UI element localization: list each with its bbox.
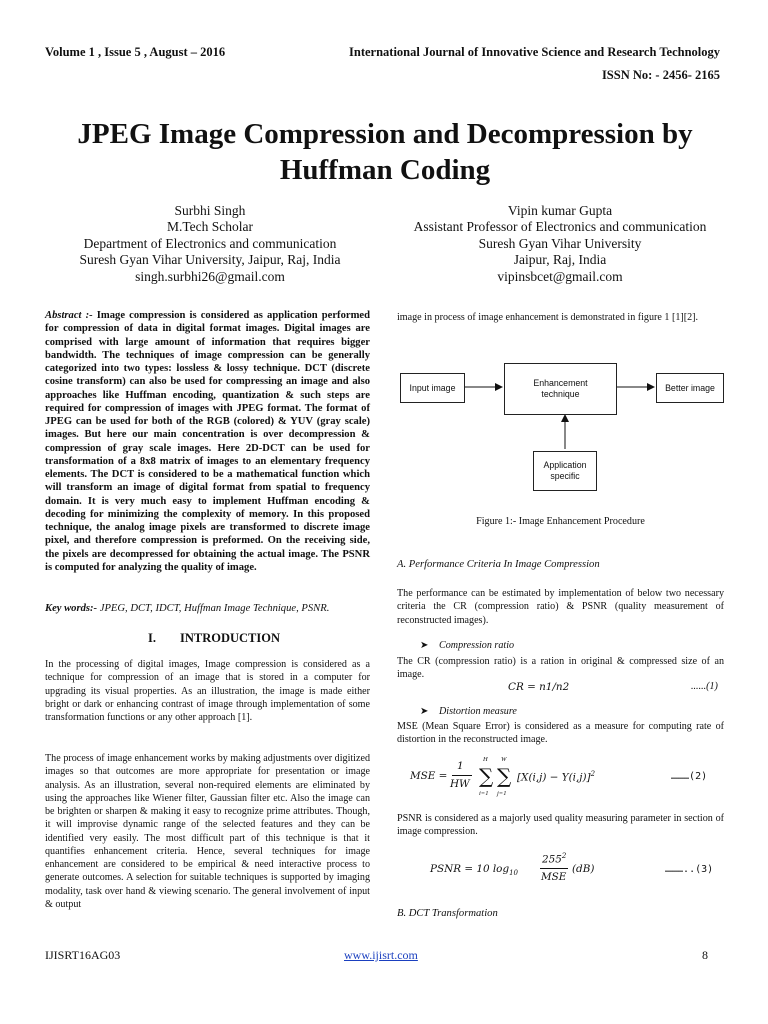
journal-name: International Journal of Innovative Science and Research Technology: [349, 45, 720, 59]
cr-paragraph: The CR (compression ratio) is a ration in original & compressed size of an image.: [397, 656, 724, 681]
paper-title: [40, 116, 730, 188]
right-paragraph-0: image in process of image enhancement is demonstrated in figure 1 [1][2].: [397, 312, 699, 323]
bullet-arrow-icon: ➤: [420, 706, 429, 717]
author-2: [385, 203, 735, 285]
footer-website-link[interactable]: www.ijisrt.com: [344, 948, 418, 962]
abstract-label: Abstract :-: [45, 310, 93, 321]
author-affiliation: Suresh Gyan Vihar University, Jaipur, Raj, India: [79, 252, 341, 268]
bullet-arrow-icon: ➤: [420, 640, 429, 651]
footer-paper-id: IJISRT16AG03: [45, 948, 121, 962]
enhancement-technique-box: Enhancement technique: [504, 363, 617, 415]
mse-paragraph: MSE (Mean Square Error) is considered as a measure for computing rate of distortion in the reconstructed image.: [397, 721, 724, 746]
application-specific-box: Application specific: [533, 451, 597, 491]
equation-1-number: ......(1): [691, 681, 718, 692]
section-heading: INTRODUCTION: [180, 631, 281, 645]
section-b-heading: B. DCT Transformation: [397, 908, 498, 919]
section-a-heading: A. Performance Criteria In Image Compression: [397, 559, 600, 570]
equation-2: MSE = 1 HW ∑ H i=1 ∑ W j=1 $[X(i,j) - Y(i,j)]^2$: [410, 756, 596, 797]
section-a-paragraph: The performance can be estimated by implementation of below two necessary criteria the CR (compression ratio) & PSNR (quality measurement of reconstructed images).: [397, 588, 724, 626]
title-line-2: Huffman Coding: [279, 154, 491, 186]
abstract-text: Image compression is considered as application performed for compression of data in digital format images. Digital images are comprised with large amount of information that requires bigger bandwidth. The techniques of image compression can be generally categorized into two types: lossless & lossy technique. DCT (discrete cosine transform) can also be used for compressing an image and also approaches like Huffman encoding, quantization & such steps are required for compression of images with JPEG format. The format of JPEG can be used for both of the RGB (colored) & YUV (gray scale) images. But here our main concentration is over decompression & compression of gray scale images. Here 2D-DCT can be used for transformation of a 8x8 matrix of images to an elementary frequency elements. The DCT is considered to be a mathematical function which will transform an image of digital format from spatial to frequency domain. It is very much easy to implement Huffman encoding & decoding for minimizing the complexity of memory. In this proposed technique, the analog image pixels are transformed to discrete image pixel, and therefore compression is preformed. On the receiving side, the pixels are decompressed for obtaining the actual image. The PSNR is computed for analyzing the quality of image.: [45, 310, 371, 573]
keywords: [45, 603, 370, 614]
author-role: Assistant Professor of Electronics and communication: [413, 219, 707, 235]
figure-1: [397, 355, 727, 505]
footer-page-number: 8: [702, 948, 708, 962]
author-1: [40, 203, 380, 285]
figure-caption: Figure 1:- Image Enhancement Procedure: [476, 516, 645, 527]
bullet-distortion-measure: ➤ Distortion measure: [420, 706, 517, 717]
bullet-compression-ratio: ➤ Compression ratio: [420, 640, 515, 651]
author-name: Surbhi Singh: [174, 203, 246, 218]
intro-paragraph-1: In the processing of digital images, Image compression is considered as a technique for compression of an image that is stored in a computer for upgrading its visual properties. As an illustration, the image is made either bright or dark or enhancing contrast of image through implementation of some transformation functions or any other approach [1].: [45, 659, 370, 723]
volume-issue: Volume 1 , Issue 5 , August – 2016: [45, 45, 226, 59]
input-image-box: Input image: [400, 373, 465, 403]
keywords-label: Key words:-: [45, 603, 98, 614]
equation-2-number: ………(2): [671, 771, 708, 782]
title-line-1: JPEG Image Compression and Decompression by: [77, 118, 693, 150]
keywords-text: JPEG, DCT, IDCT, Huffman Image Technique, PSNR.: [97, 603, 330, 614]
issn: ISSN No: - 2456- 2165: [601, 68, 720, 82]
author-dept: Department of Electronics and communication: [83, 235, 337, 251]
psnr-paragraph: PSNR is considered as a majorly used quality measuring parameter in section of image compression.: [397, 813, 724, 838]
intro-paragraph-2: The process of image enhancement works by making adjustments over digitized images so that outcomes are more appropriate for presentation or image analysis. As an illustration, several non-required elements are eliminated by using the approaches like Wiener filter, Gaussian filter etc. Also the image can be brighten or sharpen & making it easy to recognize prime attributes. Though, it will improvise dynamic range of the selected features and they can be identified very easily. The most difficult part of this technique is that it quantifies enhancement criteria. Hence, several techniques for image enhancement are considered to be empirical & need interactive process to generate outcomes. A selection for suitable techniques is supported by imaging modality, task over hand & viewing scenario. The general involvement of input & output: [45, 753, 370, 910]
equation-3-number: ………..(3): [665, 864, 714, 875]
better-image-box: Better image: [656, 373, 724, 403]
author-affiliation: Jaipur, Raj, India: [513, 252, 607, 268]
author-role: M.Tech Scholar: [166, 219, 254, 235]
section-number: I.: [148, 631, 156, 645]
author-name: Vipin kumar Gupta: [507, 203, 613, 218]
author-email: singh.surbhi26@gmail.com: [135, 268, 285, 284]
equation-1: CR = n1/n2: [508, 681, 570, 693]
author-dept: Suresh Gyan Vihar University: [478, 235, 642, 251]
author-email: vipinsbcet@gmail.com: [497, 268, 623, 284]
abstract: [45, 309, 370, 574]
equation-3: PSNR = 10 $\log_{10}$ $255^2$ MSE (dB): [430, 852, 595, 883]
